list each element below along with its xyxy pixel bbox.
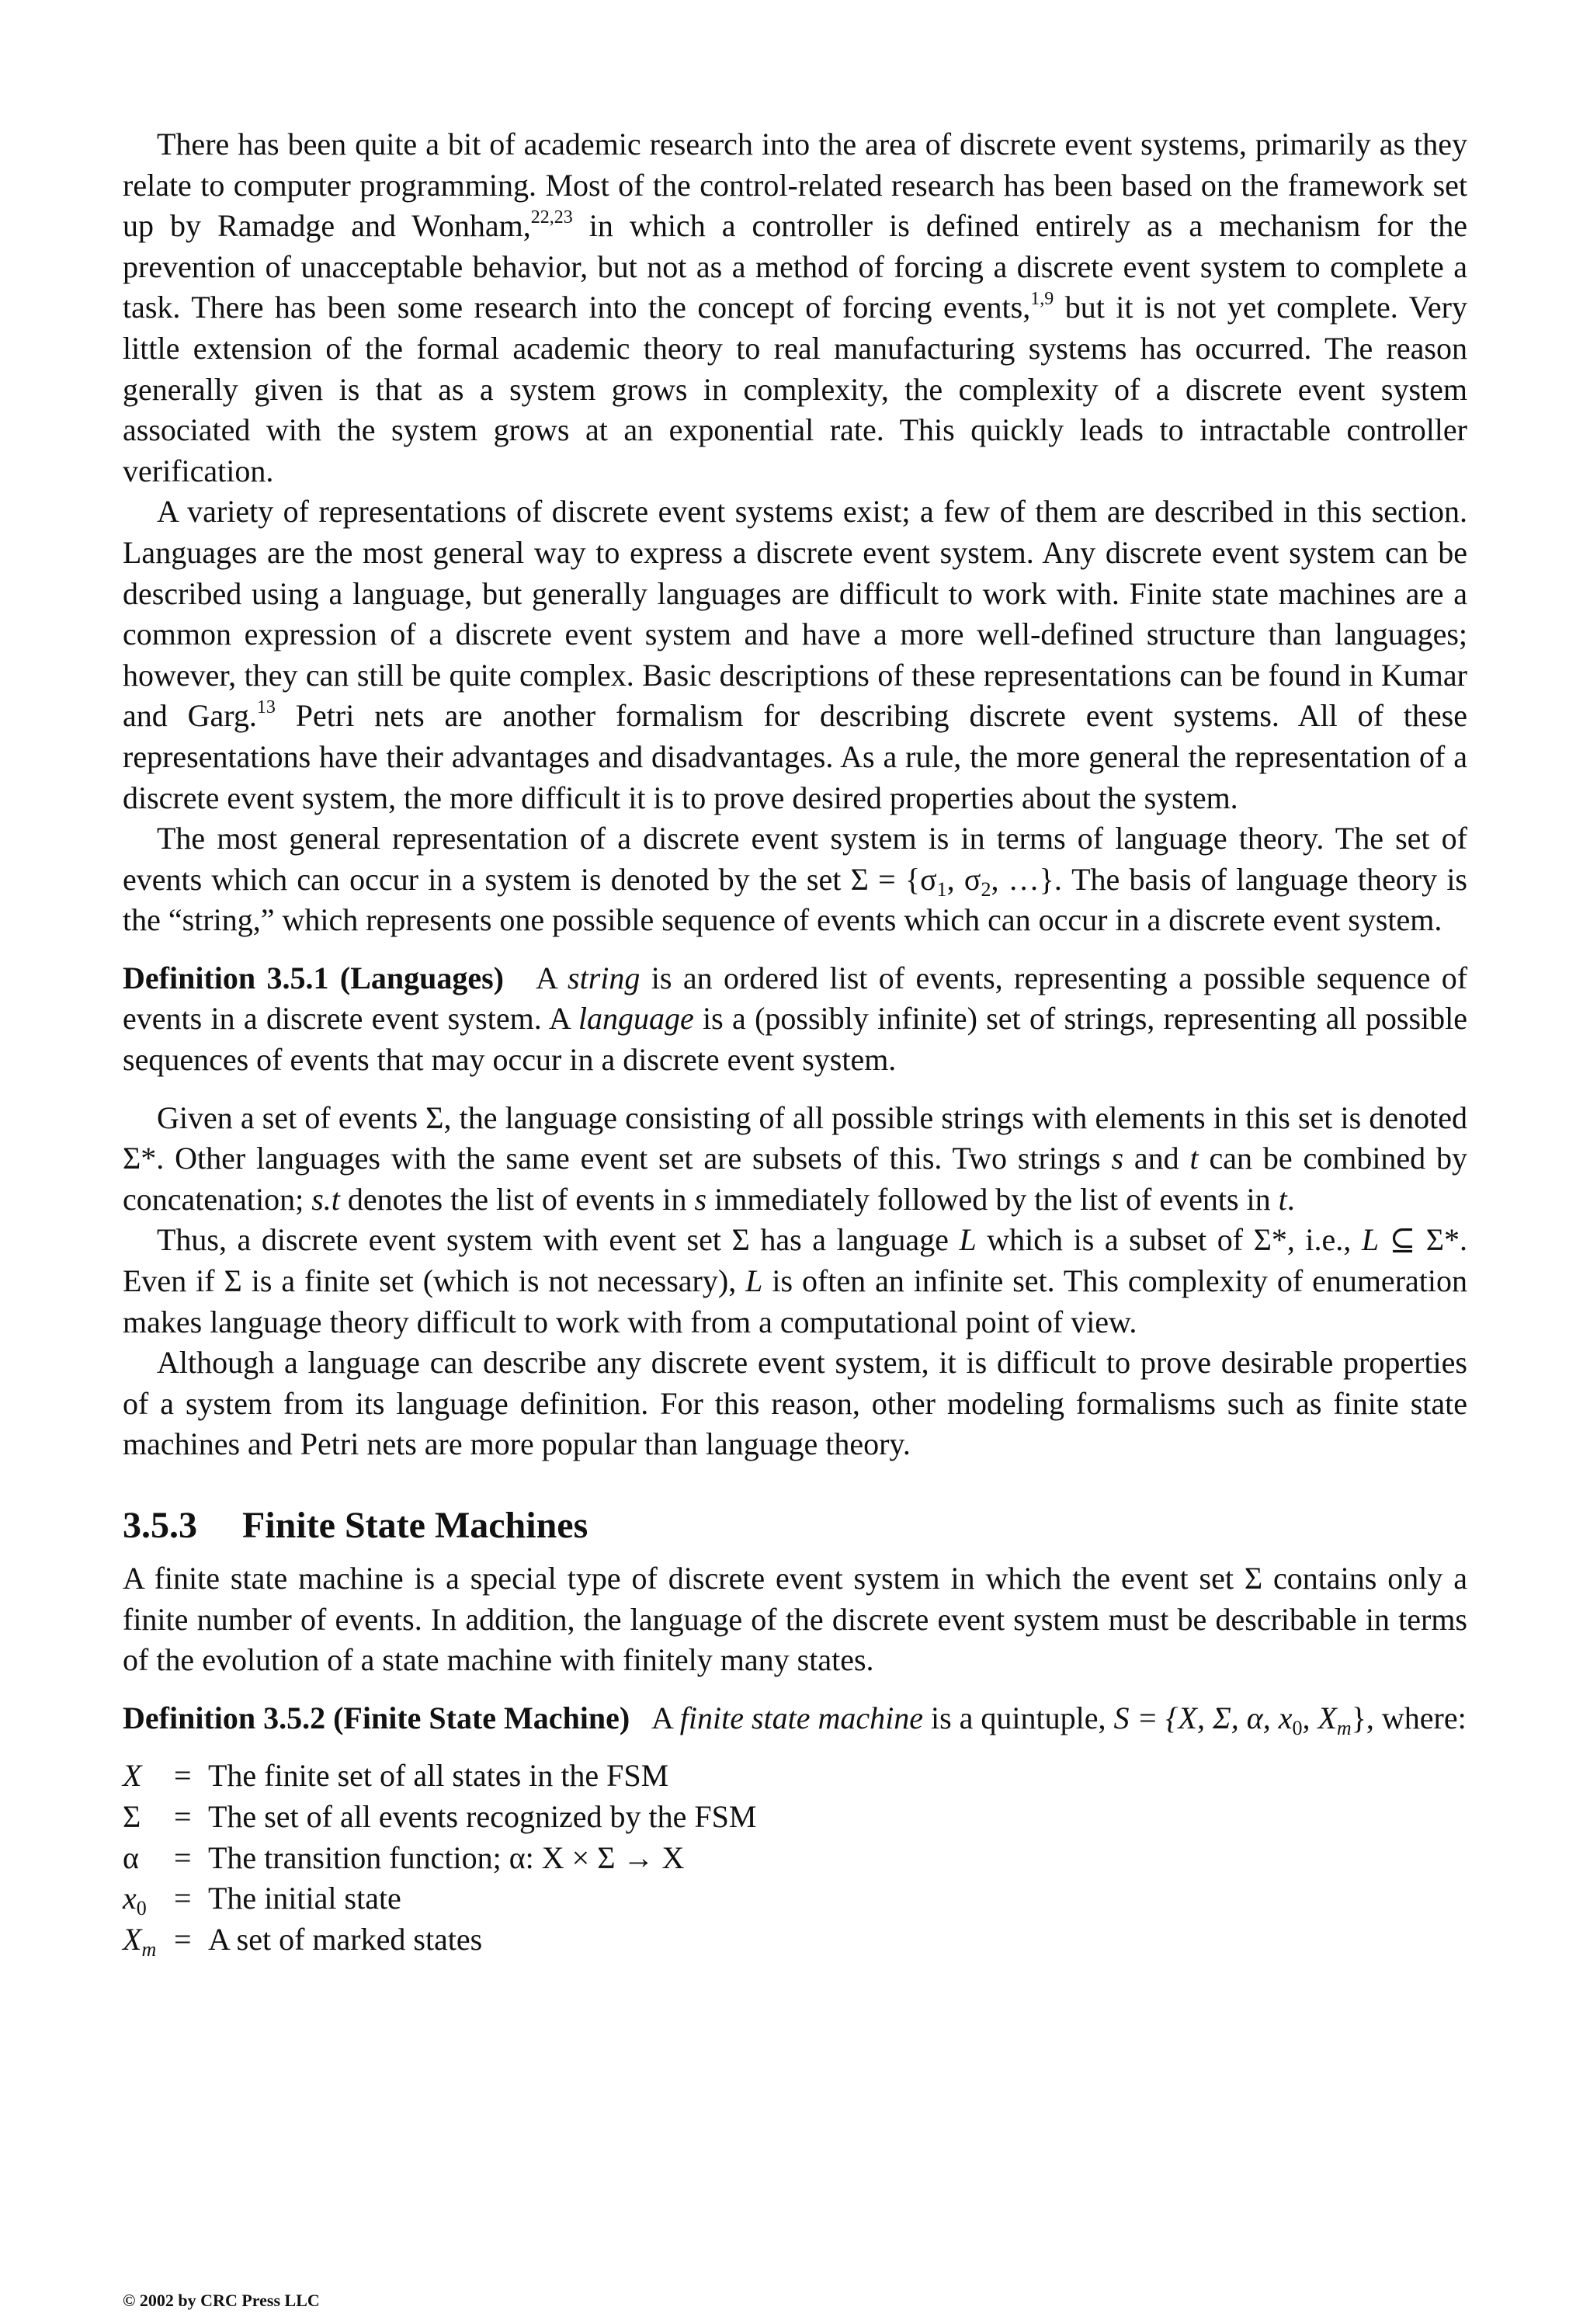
description: A set of marked states <box>208 1921 483 1957</box>
subscript: 1 <box>936 877 947 901</box>
subscript: 0 <box>1292 1716 1303 1739</box>
symbol <box>123 1756 174 1797</box>
text: A <box>651 1700 672 1735</box>
list-item <box>123 1797 1467 1838</box>
term: language <box>578 1001 694 1037</box>
text: , σ <box>946 861 981 897</box>
list-item <box>123 1838 1467 1879</box>
description: The transition function; α: X × Σ → X <box>208 1839 685 1875</box>
var: s <box>1111 1141 1124 1176</box>
symbol <box>123 1838 174 1879</box>
text: is a (possibly infinite) set of strings, representing all possible sequences of events that may occur in a discrete event system. <box>123 1001 1468 1078</box>
var: t <box>1189 1141 1199 1176</box>
definition-list <box>123 1756 1467 1960</box>
symbol-sub: 0 <box>136 1897 147 1920</box>
symbol-text: x <box>123 1881 137 1916</box>
term: string <box>568 960 641 995</box>
section-title: Finite State Machines <box>242 1505 588 1546</box>
definition-label: Definition 3.5.1 (Languages) <box>123 960 505 995</box>
text: is an ordered list of events, representing a possible sequence of events in a discrete event system. A <box>123 960 1468 1037</box>
symbol-sub: m <box>141 1937 157 1961</box>
description: The initial state <box>208 1881 401 1916</box>
text: in which a controller is defined entirely as a mechanism for the prevention of unacceptable behavior, but not as a method of forcing a discrete event system to complete a task. There has been some research into the concept of forcing events, <box>123 208 1467 325</box>
text: . <box>1286 1181 1295 1217</box>
subscript: m <box>1336 1716 1352 1739</box>
citation: 22,23 <box>530 207 573 228</box>
var: t <box>1278 1181 1287 1217</box>
symbol-text: α <box>123 1839 139 1875</box>
equals: = <box>174 1921 192 1957</box>
paragraph-language-theory <box>123 818 1467 941</box>
section-heading <box>123 1502 1467 1549</box>
text: A variety of representations of discrete event systems exist; a few of them are described in this section. Languages are the most general way to express a discrete event system. Any discrete event system can be described using a language, but generally languages are difficult to work with. Finite state machines are a common expression of a discrete event system and have a more well-defined structure than languages; however, they can still be quite complex. Basic descriptions of these representations can be found in Kumar and Garg. <box>123 494 1467 734</box>
definition-fsm <box>123 1698 1467 1739</box>
equals: = <box>174 1798 192 1834</box>
paragraph-representations <box>123 492 1467 818</box>
text: but it is not yet complete. Very little extension of the formal academic theory to real manufacturing systems has occurred. The reason generally given is that as a system grows in complexity, the complexity of a discrete event system associated with the system grows at an exponential rate. This quickly leads to intractable controller verification. <box>123 290 1468 488</box>
description: The set of all events recognized by the FSM <box>208 1798 757 1834</box>
text: is a quintuple, <box>931 1700 1106 1735</box>
term: finite state machine <box>679 1700 923 1735</box>
list-item <box>123 1756 1467 1797</box>
definition-languages <box>123 958 1467 1081</box>
text: ⊆ Σ*. Even if Σ is a finite set (which is not necessary), <box>123 1222 1468 1299</box>
text: immediately followed by the list of events in <box>714 1181 1271 1217</box>
text: A <box>535 960 557 995</box>
text: denotes the list of events in <box>347 1181 687 1217</box>
text: }, where: <box>1351 1700 1467 1735</box>
paragraph-formalisms: Although a language can describe any discrete event system, it is difficult to prove desirable properties of a system from its language definition. For this reason, other modeling formalisms such as finite state machines and Petri nets are more popular than language theory. <box>123 1345 1467 1462</box>
list-item <box>123 1919 1467 1961</box>
text: The most general representation of a discrete event system is in terms of language theory. The set of events which can occur in a system is denoted by the set Σ = {σ <box>123 821 1467 897</box>
description: The finite set of all states in the FSM <box>208 1758 669 1794</box>
paragraph-research <box>123 124 1467 492</box>
text: There has been quite a bit of academic research into the area of discrete event systems, primarily as they relate to computer programming. Most of the control-related research has been based on the framework set up by Ramadge and Wonham, <box>123 127 1467 244</box>
text: Thus, a discrete event system with event set Σ has a language <box>157 1222 949 1258</box>
text: is often an infinite set. This complexity of enumeration makes language theory difficult to work with from a computational point of view. <box>123 1263 1467 1339</box>
equals: = <box>174 1839 192 1875</box>
symbol <box>123 1878 174 1919</box>
symbol-text: Σ <box>123 1798 141 1834</box>
symbol <box>123 1919 174 1961</box>
text: which is a subset of Σ*, i.e., <box>987 1222 1352 1258</box>
var: L <box>745 1263 763 1299</box>
text: , …}. The basis of language theory is the “string,” which represents one possible sequence of events which can occur in a discrete event system. <box>123 861 1467 938</box>
paragraph-fsm-intro: A finite state machine is a special type of discrete event system in which the event set Σ contains only a finite number of events. In addition, the language of the discrete event system must be describable in terms of the evolution of a state machine with finitely many states. <box>123 1561 1467 1678</box>
var: L <box>959 1222 977 1258</box>
var: s <box>694 1181 707 1217</box>
paragraph-subset <box>123 1220 1467 1343</box>
equals: = <box>174 1758 192 1794</box>
page-content <box>123 124 1467 1960</box>
symbol-text: X <box>123 1758 142 1794</box>
list-item <box>123 1878 1467 1919</box>
citation: 13 <box>256 697 276 718</box>
citation: 1,9 <box>1030 289 1054 310</box>
copyright-footer: © 2002 by CRC Press LLC <box>123 2291 320 2310</box>
symbol <box>123 1797 174 1838</box>
text: and <box>1133 1141 1179 1176</box>
formula: S = {X, Σ, α, x <box>1113 1700 1293 1735</box>
formula: , X <box>1302 1700 1337 1735</box>
subscript: 2 <box>981 877 991 901</box>
paragraph-sigma-star <box>123 1098 1467 1221</box>
text: Petri nets are another formalism for describing discrete event systems. All of these representations have their advantages and disadvantages. As a rule, the more general the representation of a discrete event system, the more difficult it is to prove desired properties about the system. <box>123 698 1467 815</box>
text: Given a set of events Σ, the language consisting of all possible strings with elements in this set is denoted Σ*. Other languages with the same event set are subsets of this. Two strings <box>123 1099 1467 1176</box>
var: L <box>1361 1222 1380 1258</box>
definition-label: Definition 3.5.2 (Finite State Machine) <box>123 1700 630 1735</box>
var: s.t <box>311 1181 340 1217</box>
text: can be combined by concatenation; <box>123 1141 1468 1217</box>
section-number: 3.5.3 <box>123 1505 197 1546</box>
equals: = <box>174 1881 192 1916</box>
symbol-text: X <box>123 1921 142 1957</box>
